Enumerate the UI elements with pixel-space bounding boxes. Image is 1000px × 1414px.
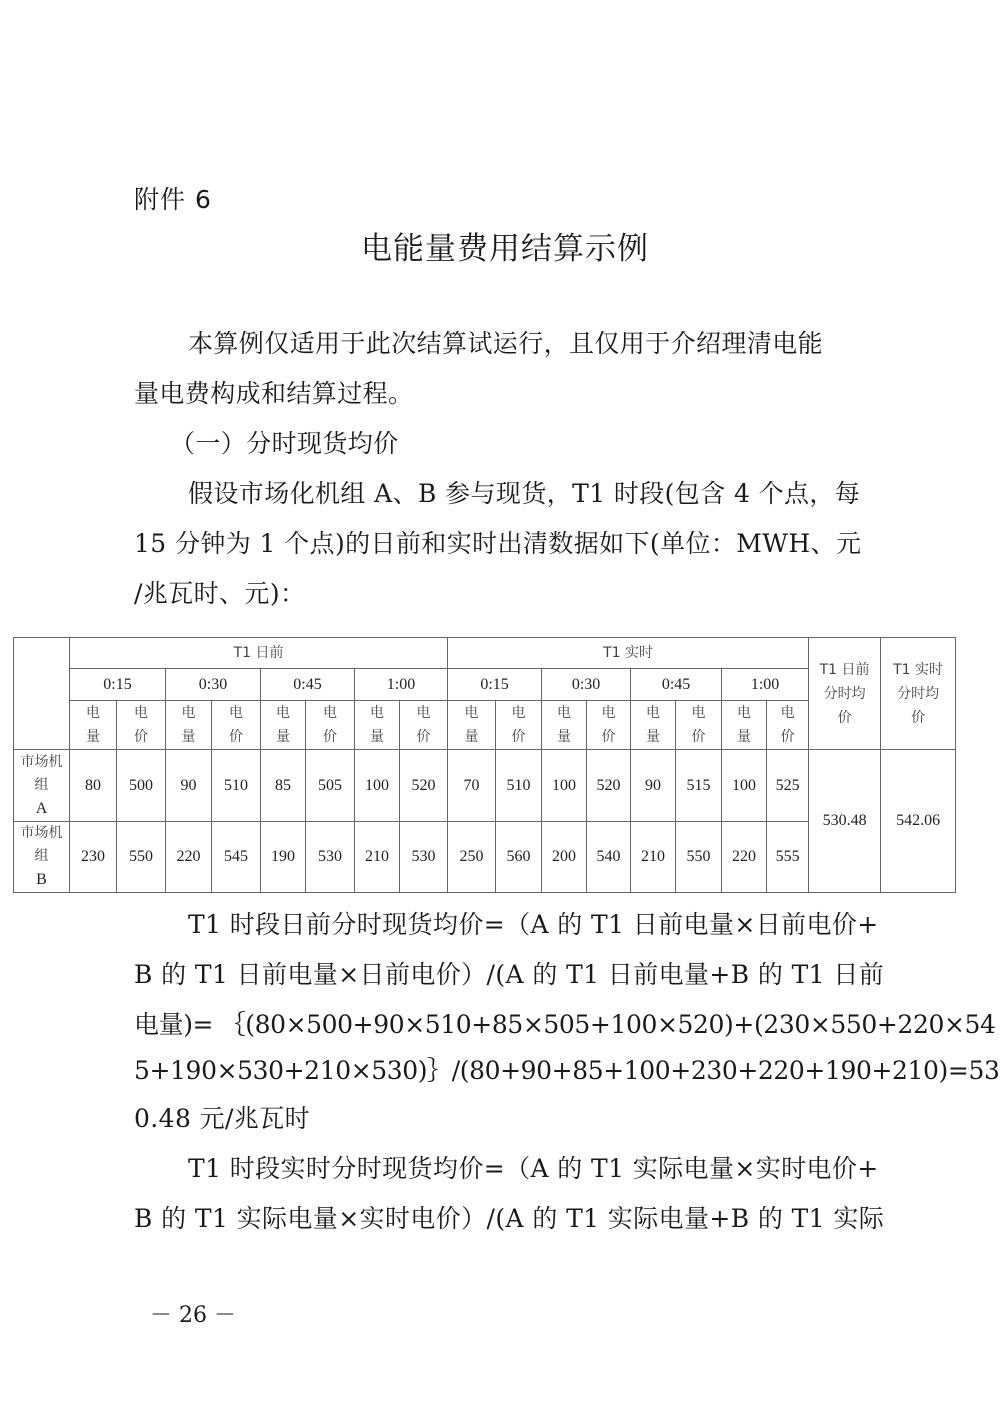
section-heading: （一）分时现货均价: [170, 429, 399, 458]
avg-dayahead-value: 530.48: [809, 750, 881, 893]
sub-header-price: 电价: [212, 701, 261, 750]
unit-name: 市场机组 B: [14, 822, 70, 893]
intro-line: 量电费构成和结算过程。: [134, 379, 414, 408]
attachment-label: 附件 6: [134, 185, 212, 214]
dayahead-price: 505: [306, 750, 355, 822]
realtime-quantity: 100: [722, 750, 767, 822]
table-row-unit-a: [14, 750, 956, 822]
dayahead-quantity: 90: [166, 750, 212, 822]
sub-header-price: 电价: [496, 701, 542, 750]
realtime-quantity: 70: [448, 750, 496, 822]
dayahead-price: 510: [212, 750, 261, 822]
formula-line: B 的 T1 实际电量×实时电价）/(A 的 T1 实际电量+B 的 T1 实际: [134, 1204, 885, 1233]
dayahead-quantity: 220: [166, 822, 212, 893]
realtime-price: 560: [496, 822, 542, 893]
sub-header-quantity: 电量: [355, 701, 400, 750]
sub-header-quantity: 电量: [70, 701, 117, 750]
dayahead-price: 530: [306, 822, 355, 893]
time-header: 1:00: [722, 669, 809, 701]
realtime-quantity: 220: [722, 822, 767, 893]
assumption-line: /兆瓦时、元)：: [134, 579, 306, 608]
avg-realtime-header: T1 实时分时均价: [881, 638, 956, 750]
formula-line: T1 时段日前分时现货均价=（A 的 T1 日前电量×日前电价+: [188, 910, 879, 939]
sub-header-price: 电价: [400, 701, 448, 750]
realtime-quantity: 200: [542, 822, 587, 893]
realtime-quantity: 210: [631, 822, 676, 893]
realtime-price: 515: [676, 750, 722, 822]
realtime-quantity: 250: [448, 822, 496, 893]
realtime-price: 510: [496, 750, 542, 822]
dayahead-quantity: 230: [70, 822, 117, 893]
intro-line: 本算例仅适用于此次结算试运行，且仅用于介绍理清电能: [188, 329, 824, 358]
clearing-data-table: [13, 637, 956, 893]
dayahead-price: 550: [117, 822, 166, 893]
formula-line: 电量)= ｛(80×500+90×510+85×505+100×520)+(230×550+220×54: [134, 1010, 996, 1039]
realtime-price: 520: [587, 750, 631, 822]
sub-header-quantity: 电量: [542, 701, 587, 750]
realtime-price: 540: [587, 822, 631, 893]
dayahead-price: 520: [400, 750, 448, 822]
corner-cell: [14, 638, 70, 750]
sub-header-price: 电价: [306, 701, 355, 750]
realtime-quantity: 100: [542, 750, 587, 822]
time-header: 0:45: [631, 669, 722, 701]
unit-name: 市场机组 A: [14, 750, 70, 822]
sub-header-quantity: 电量: [261, 701, 306, 750]
assumption-line: 假设市场化机组 A、B 参与现货，T1 时段(包含 4 个点，每: [188, 479, 861, 508]
page-title: 电能量费用结算示例: [361, 231, 649, 267]
avg-dayahead-header: T1 日前分时均价: [809, 638, 881, 750]
dayahead-quantity: 85: [261, 750, 306, 822]
formula-line: T1 时段实时分时现货均价=（A 的 T1 实际电量×实时电价+: [188, 1154, 879, 1183]
sub-header-quantity: 电量: [722, 701, 767, 750]
page-number: － 26 －: [150, 1303, 236, 1328]
dayahead-price: 500: [117, 750, 166, 822]
time-header: 0:45: [261, 669, 355, 701]
realtime-price: 555: [767, 822, 809, 893]
avg-realtime-value: 542.06: [881, 750, 956, 893]
time-header: 0:30: [166, 669, 261, 701]
sub-header-price: 电价: [767, 701, 809, 750]
sub-header-quantity: 电量: [166, 701, 212, 750]
time-header: 0:15: [70, 669, 166, 701]
group-header-realtime: T1 实时: [448, 638, 809, 669]
formula-line: 0.48 元/兆瓦时: [134, 1104, 311, 1133]
realtime-quantity: 90: [631, 750, 676, 822]
sub-header-price: 电价: [117, 701, 166, 750]
sub-header-price: 电价: [587, 701, 631, 750]
dayahead-price: 545: [212, 822, 261, 893]
time-header: 0:30: [542, 669, 631, 701]
sub-header-quantity: 电量: [448, 701, 496, 750]
sub-header-quantity: 电量: [631, 701, 676, 750]
time-header: 1:00: [355, 669, 448, 701]
sub-header-price: 电价: [676, 701, 722, 750]
formula-line: 5+190×530+210×530)｝/(80+90+85+100+230+220+190+210)=53: [134, 1056, 1000, 1085]
group-header-dayahead: T1 日前: [70, 638, 448, 669]
time-header: 0:15: [448, 669, 542, 701]
realtime-price: 550: [676, 822, 722, 893]
dayahead-quantity: 190: [261, 822, 306, 893]
formula-line: B 的 T1 日前电量×日前电价）/(A 的 T1 日前电量+B 的 T1 日前: [134, 960, 885, 989]
dayahead-quantity: 210: [355, 822, 400, 893]
dayahead-quantity: 100: [355, 750, 400, 822]
realtime-price: 525: [767, 750, 809, 822]
dayahead-price: 530: [400, 822, 448, 893]
assumption-line: 15 分钟为 1 个点)的日前和实时出清数据如下(单位：MWH、元: [134, 529, 862, 558]
dayahead-quantity: 80: [70, 750, 117, 822]
